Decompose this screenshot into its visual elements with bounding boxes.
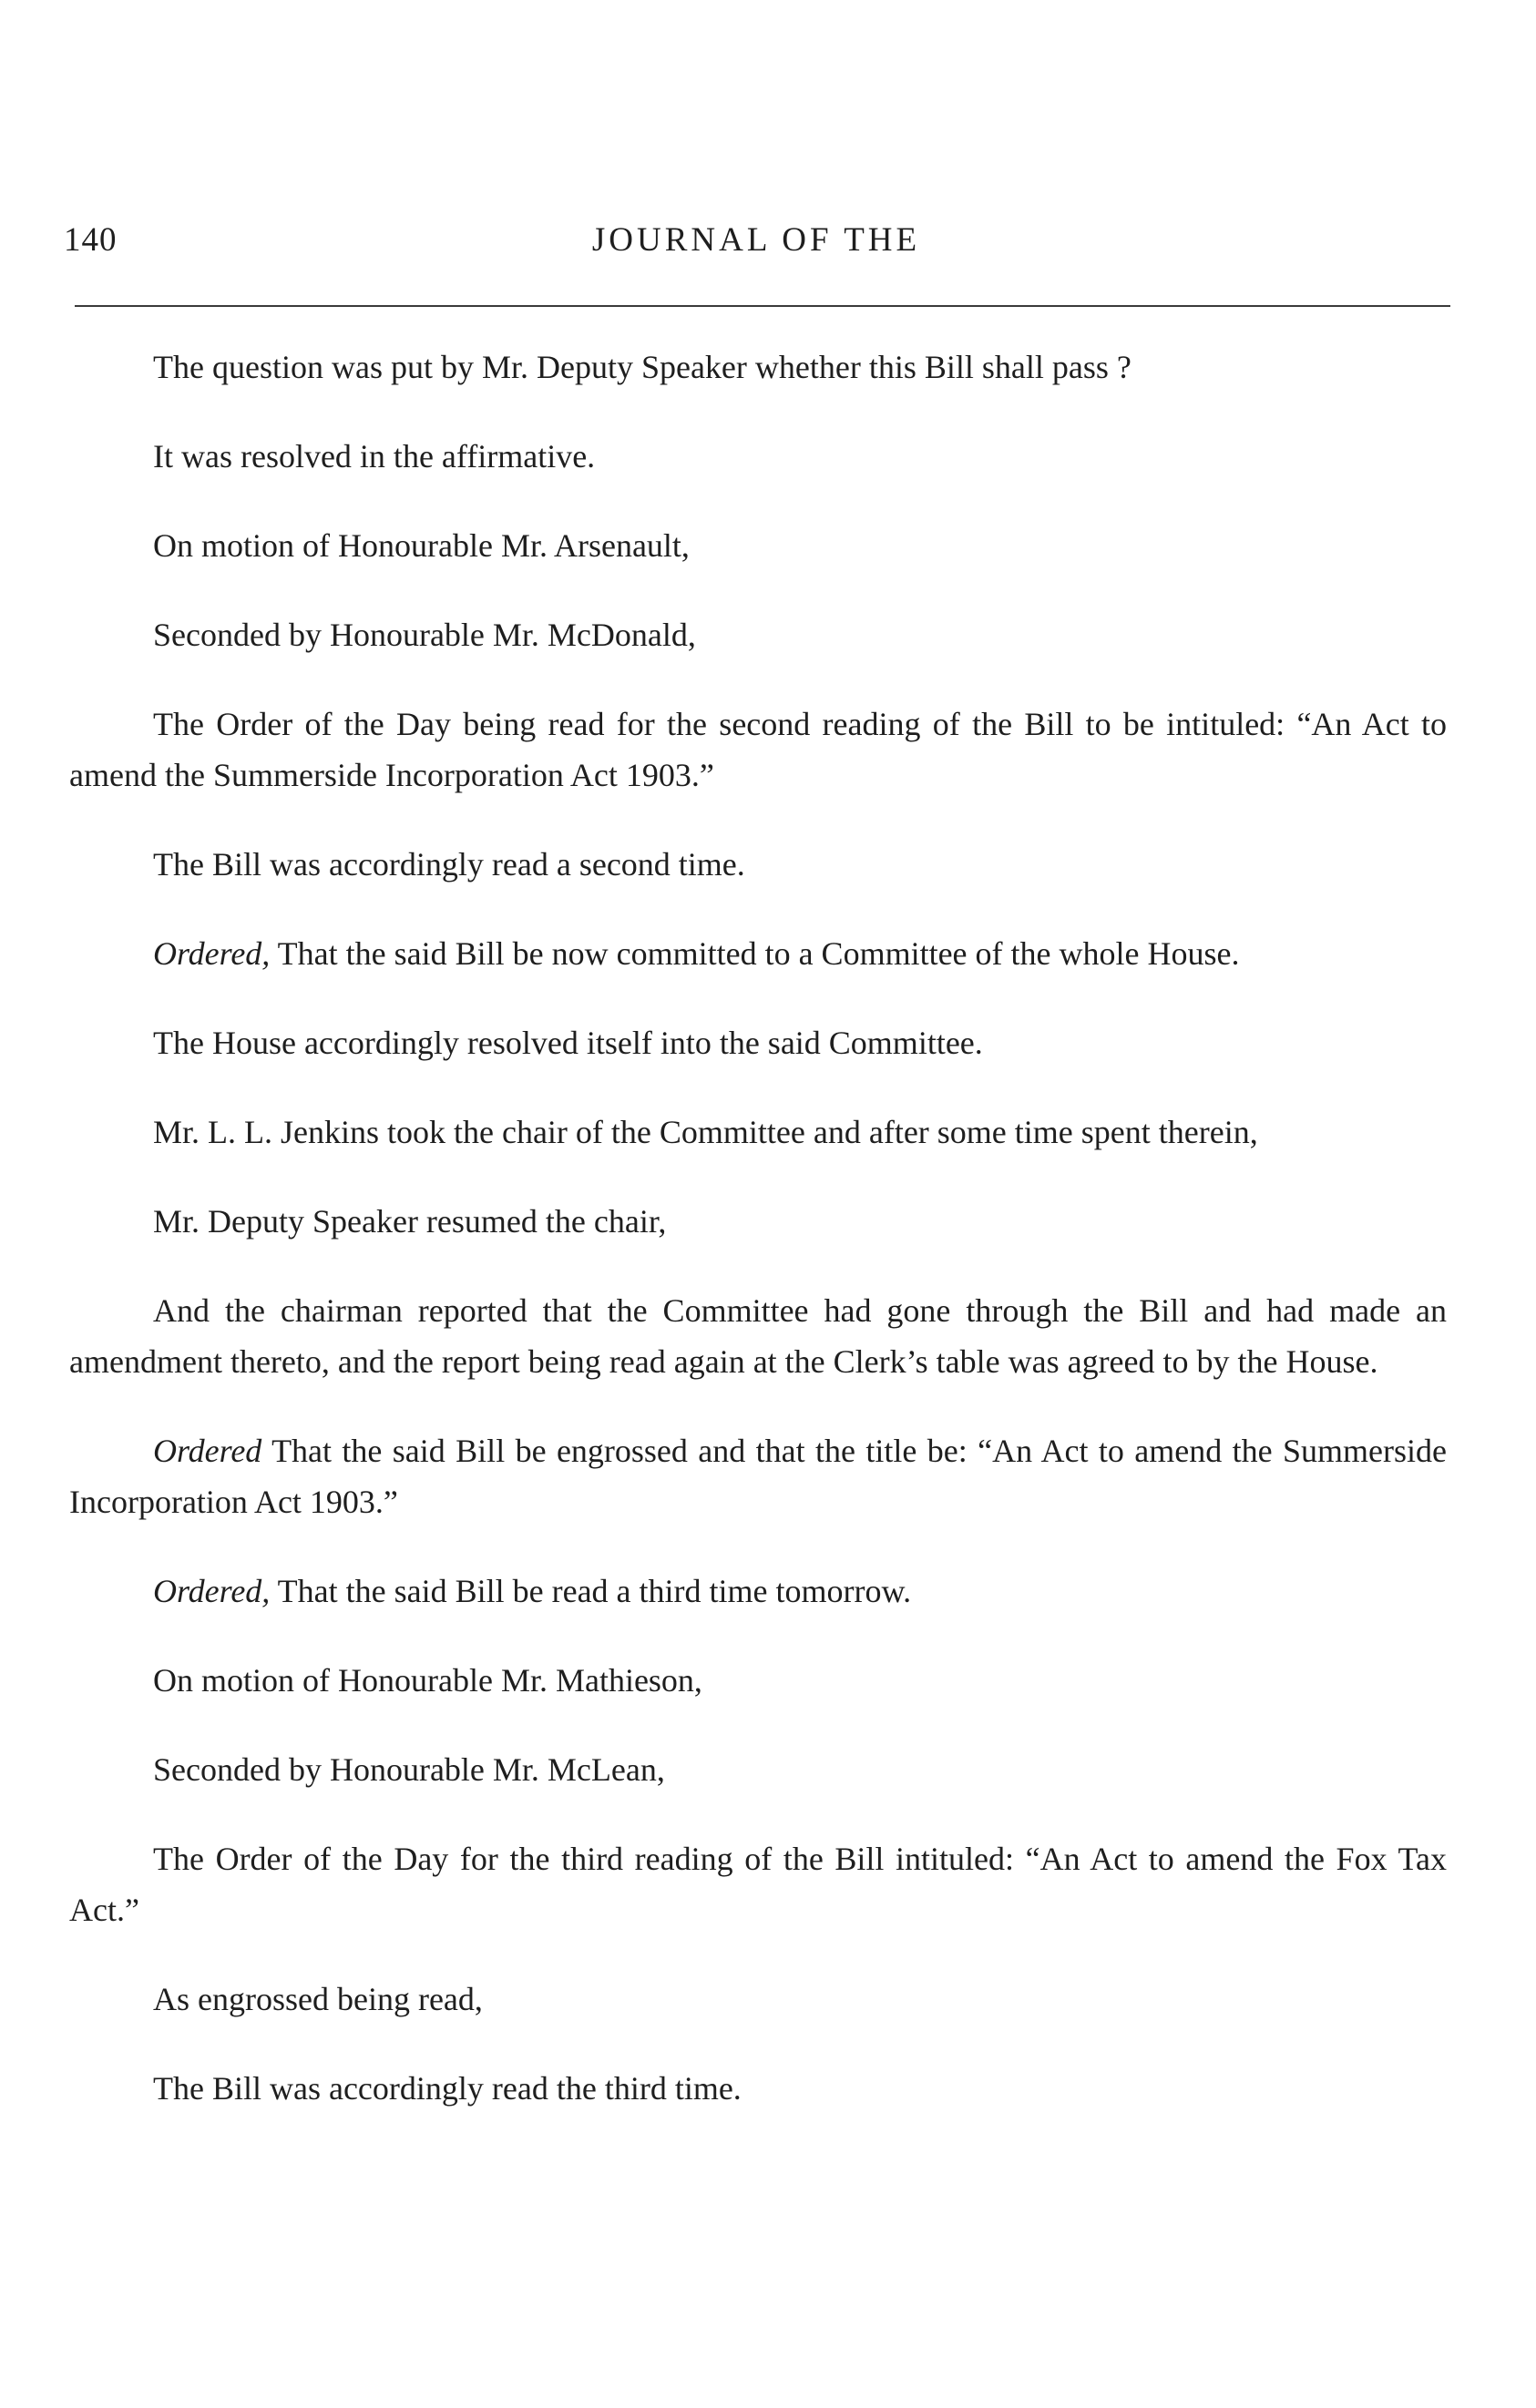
- ordered-label: Ordered,: [153, 1573, 271, 1609]
- paragraph-text: It was resolved in the affirmative.: [153, 438, 596, 474]
- paragraph-text: Mr. Deputy Speaker resumed the chair,: [153, 1203, 667, 1240]
- paragraph: [69, 2063, 1447, 2114]
- paragraph-text: As engrossed being read,: [153, 1981, 483, 2017]
- ordered-label: Ordered: [153, 1433, 262, 1469]
- paragraph-text: On motion of Honourable Mr. Arsenault,: [153, 527, 690, 564]
- running-head: [64, 220, 1449, 266]
- paragraph: [69, 928, 1447, 979]
- paragraph: [69, 520, 1447, 571]
- paragraph: [69, 342, 1447, 393]
- header-rule: [75, 305, 1450, 307]
- paragraph: [69, 1196, 1447, 1247]
- paragraph-text: The Bill was accordingly read the third time.: [153, 2070, 742, 2107]
- paragraph: [69, 1974, 1447, 2025]
- paragraph-text: The Bill was accordingly read a second time.: [153, 846, 745, 883]
- page-title: JOURNAL OF THE: [591, 221, 921, 259]
- paragraph: [69, 1017, 1447, 1068]
- paragraph: [69, 1655, 1447, 1706]
- paragraph: [69, 1285, 1447, 1387]
- paragraph: [69, 839, 1447, 890]
- paragraph-text: That the said Bill be read a third time tomorrow.: [277, 1573, 912, 1609]
- paragraph: [69, 1566, 1447, 1617]
- paragraph: [69, 699, 1447, 801]
- paragraph-text: Mr. L. L. Jenkins took the chair of the Committee and after some time spent therein,: [153, 1114, 1258, 1150]
- ordered-label: Ordered,: [153, 935, 271, 972]
- paragraph-text: That the said Bill be now committed to a Committee of the whole House.: [277, 935, 1240, 972]
- paragraph: [69, 1107, 1447, 1158]
- paragraph: [69, 1425, 1447, 1527]
- journal-body: [69, 342, 1447, 2152]
- page-number: 140: [64, 221, 118, 259]
- paragraph-text: On motion of Honourable Mr. Mathieson,: [153, 1662, 702, 1699]
- paragraph: [69, 609, 1447, 660]
- paragraph-text: Seconded by Honourable Mr. McLean,: [153, 1751, 665, 1788]
- paragraph: [69, 1833, 1447, 1935]
- paragraph-text: The question was put by Mr. Deputy Speaker whether this Bill shall pass ?: [153, 349, 1132, 385]
- paragraph-text: The Order of the Day being read for the second reading of the Bill to be intituled: “An Act to amend the Summerside Incorporation Act 1903.”: [69, 706, 1447, 793]
- paragraph-text: The Order of the Day for the third reading of the Bill intituled: “An Act to amend the Fox Tax Act.”: [69, 1841, 1447, 1928]
- paragraph: [69, 431, 1447, 482]
- paragraph-text: The House accordingly resolved itself into the said Committee.: [153, 1025, 983, 1061]
- paragraph-text: And the chairman reported that the Committee had gone through the Bill and had made an amendment thereto, and the report being read again at the Clerk’s table was agreed to by the House.: [69, 1292, 1447, 1380]
- paragraph-text: Seconded by Honourable Mr. McDonald,: [153, 617, 696, 653]
- paragraph: [69, 1744, 1447, 1795]
- paragraph-text: That the said Bill be engrossed and that the title be: “An Act to amend the Summerside Incorporation Act 1903.”: [69, 1433, 1448, 1520]
